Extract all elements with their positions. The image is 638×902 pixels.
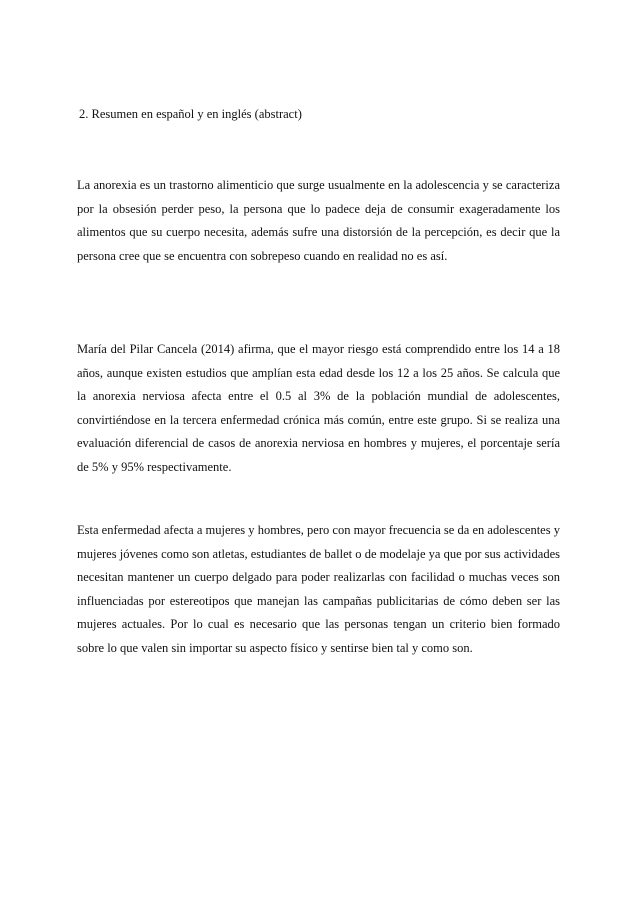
- paragraph-1: La anorexia es un trastorno alimenticio que surge usualmente en la adolescencia y se caracteriza por la obsesión perder peso, la persona que lo padece deja de consumir exageradamente los alimentos que su cuerpo necesita, además sufre una distorsión de la percepción, es decir que la persona cree que se encuentra con sobrepeso cuando en realidad no es así.: [77, 178, 560, 263]
- paragraph-3: Esta enfermedad afecta a mujeres y hombres, pero con mayor frecuencia se da en adolescentes y mujeres jóvenes como son atletas, estudiantes de ballet o de modelaje ya que por sus actividades necesitan mantener un cuerpo delgado para poder realizarlas con facilidad o muchas veces son influenciadas por estereotipos que manejan las campañas publicitarias de cómo deben ser las mujeres actuales. Por lo cual es necesario que las personas tengan un criterio bien formado sobre lo que valen sin importar su aspecto físico y sentirse bien tal y como son.: [77, 523, 560, 655]
- paragraph-2: María del Pilar Cancela (2014) afirma, que el mayor riesgo está comprendido entre los 14 a 18 años, aunque existen estudios que amplían esta edad desde los 12 a los 25 años. Se calcula que la anorexia nerviosa afecta entre el 0.5 al 3% de la población mundial de adolescentes, convirtiéndose en la tercera enfermedad crónica más común, entre este grupo. Si se realiza una evaluación diferencial de casos de anorexia nerviosa en hombres y mujeres, el porcentaje sería de 5% y 95% respectivamente.: [77, 342, 560, 474]
- section-heading: 2. Resumen en español y en inglés (abstract): [79, 107, 302, 121]
